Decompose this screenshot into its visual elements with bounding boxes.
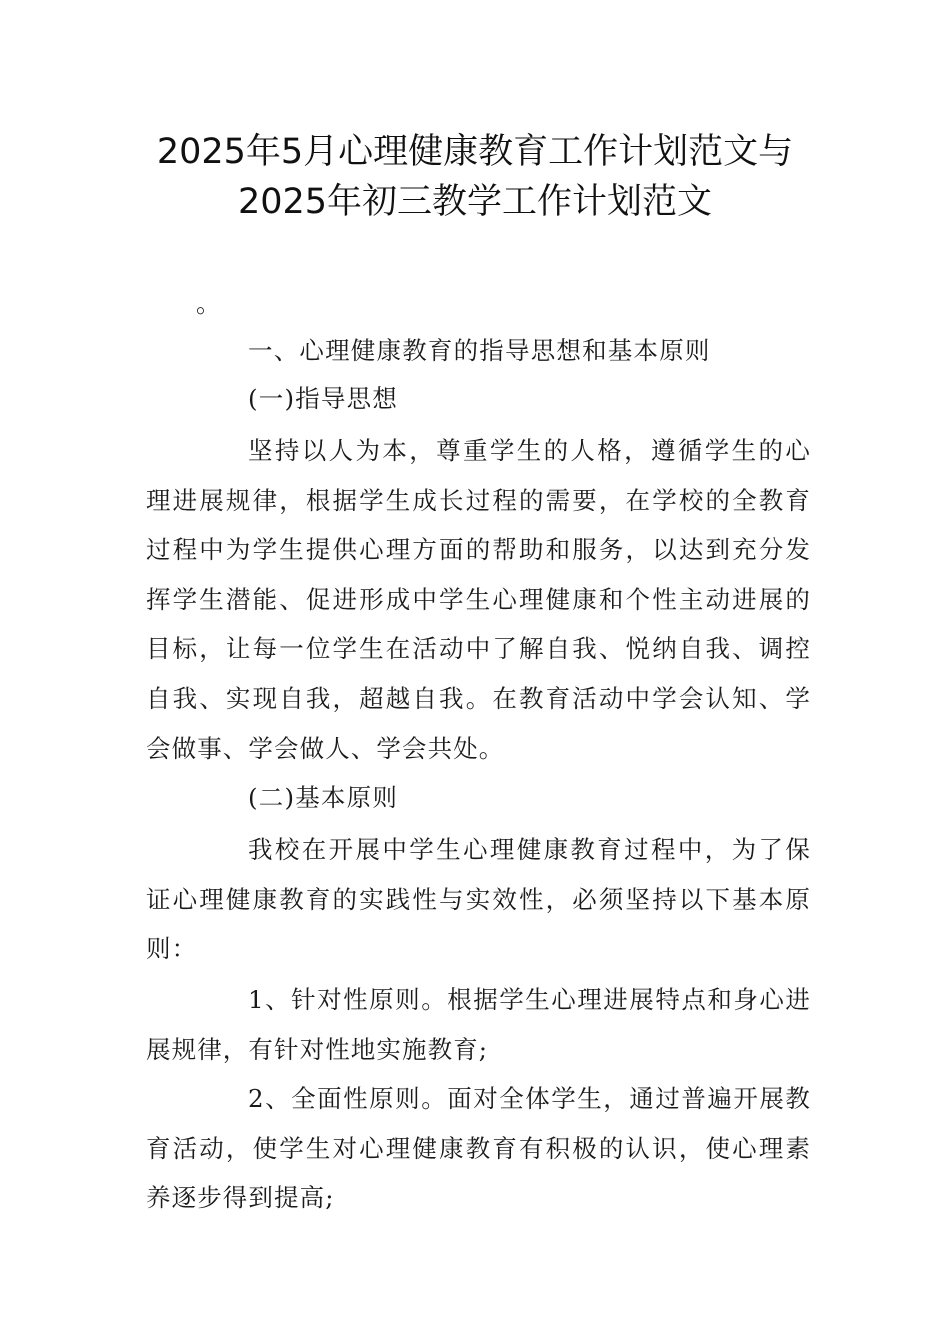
- document-title-line-2: 2025年初三教学工作计划范文: [237, 182, 713, 222]
- paragraph-guiding-thought: 坚持以人为本，尊重学生的人格，遵循学生的心理进展规律，根据学生成长过程的需要，在学校的全教育过程中为学生提供心理方面的帮助和服务，以达到充分发挥学生潜能、促进形成中学生心理健康和个性主动进展的目标，让每一位学生在活动中了解自我、悦纳自我、调控自我、实现自我，超越自我。在教育活动中学会认知、学会做事、学会做人、学会共处。: [146, 436, 811, 763]
- paragraph-principles-intro: 我校在开展中学生心理健康教育过程中，为了保证心理健康教育的实践性与实效性，必须坚持以下基本原则：: [146, 835, 811, 964]
- subsection-heading-basic-principles: (二)基本原则: [248, 783, 399, 812]
- subsection-heading-guiding-thought: (一)指导思想: [248, 384, 399, 413]
- document-title-line-1: 2025年5月心理健康教育工作计划范文与: [156, 132, 794, 172]
- lead-mark: 。: [196, 289, 222, 318]
- paragraph-principle-1: 1、针对性原则。根据学生心理进展特点和身心进展规律，有针对性地实施教育;: [146, 985, 811, 1064]
- paragraph-principle-2: 2、全面性原则。面对全体学生，通过普遍开展教育活动，使学生对心理健康教育有积极的认识，使心理素养逐步得到提高;: [146, 1084, 811, 1213]
- section-heading-1: 一、心理健康教育的指导思想和基本原则: [248, 336, 711, 365]
